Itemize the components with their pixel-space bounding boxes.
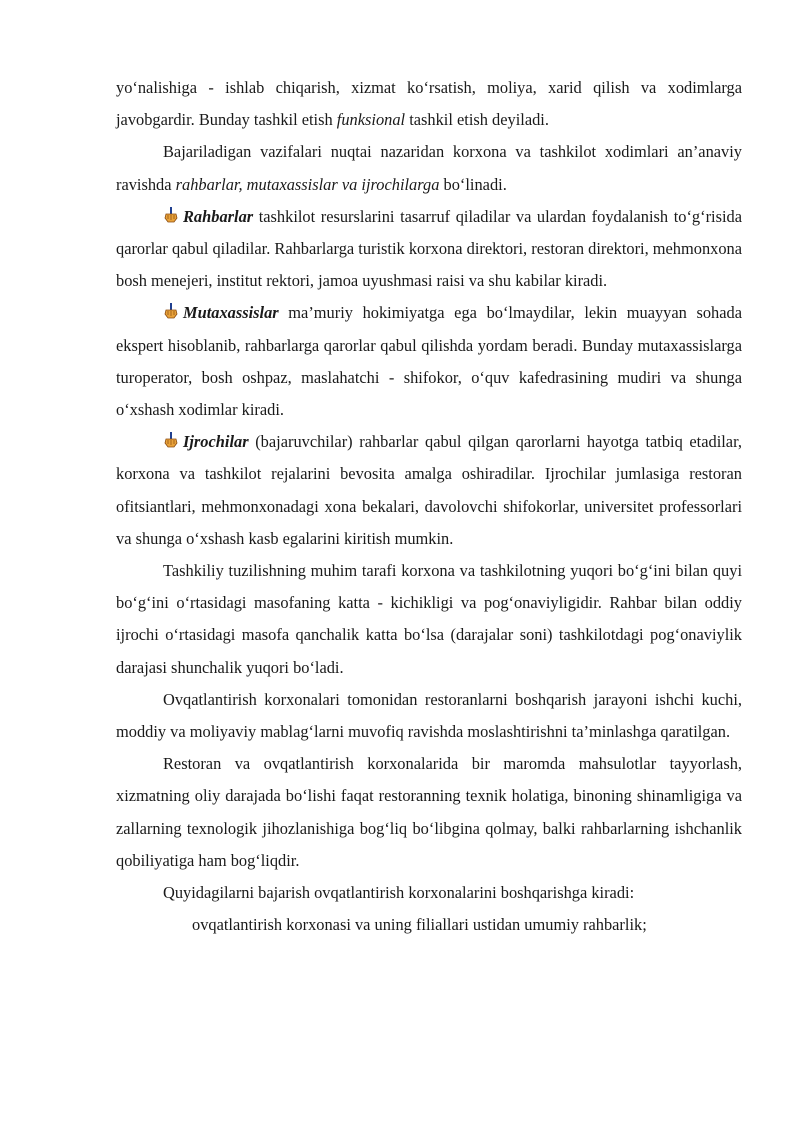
paragraph-division xyxy=(116,136,742,200)
paragraph-structure: Tashkiliy tuzilishning muhim tarafi korxona va tashkilotning yuqori bo‘g‘ini bilan quyi bo‘g‘ini o‘rtasidagi masofaning katta - kichikligi va pog‘onaviyligidir. Rahbar bilan oddiy ijrochi o‘rtasidagi masofa qanchalik katta bo‘lsa (darajalar soni) tashkilotdagi pog‘onaviylik darajasi shunchalik yuqori bo‘ladi. xyxy=(116,561,742,677)
bullet-ijrochilar xyxy=(116,426,742,555)
paragraph-text: bo‘linadi. xyxy=(439,174,507,194)
italic-term: funksional xyxy=(336,110,406,130)
bullet-term: Ijrochilar xyxy=(183,432,249,452)
list-item: ovqatlantirish korxonasi va uning filiallari ustidan umumiy rahbarlik; xyxy=(192,915,647,935)
bullet-term: Rahbarlar xyxy=(183,206,254,226)
pointer-hand-icon xyxy=(163,302,179,320)
paragraph-functional xyxy=(116,72,742,136)
paragraph-text: tashkil etish deyiladi. xyxy=(405,110,549,130)
paragraph-text: Bajariladigan vazifalari nuqtai nazaridan korxona va tashkilot xodimlari an’anaviy ravishda xyxy=(116,142,742,194)
paragraph-management-process: Ovqatlantirish korxonalari tomonidan restoranlarni boshqarish jarayoni ishchi kuchi, moddiy va moliyaviy mablag‘larni muvofiq ravishda moslashtirishni ta’minlashga qaratilgan. xyxy=(116,689,742,742)
bullet-text: ma’muriy hokimiyatga ega bo‘lmaydilar, lekin muayyan sohada ekspert hisoblanib, rahbarlarga qarorlar qabul qilishda yordam beradi. Bunday mutaxassislarga turoperator, bosh oshpaz, maslahatchi - shifokor, o‘quv kafedrasining mudiri va shunga o‘xshash xodimlar kiradi. xyxy=(116,303,742,420)
bullet-term: Mutaxassislar xyxy=(183,303,279,323)
bullet-rahbarlar xyxy=(116,201,742,298)
bullet-text: (bajaruvchilar) rahbarlar qabul qilgan qarorlarni hayotga tatbiq etadilar, korxona va tashkilot rejalarini bevosita amalga oshiradilar. Ijrochilar jumlasiga restoran ofitsiantlari, mehmonxonadagi xona bekalari, davolovchi shifokorlar, universitet professorlari va shunga o‘xshash kasb egalarini kiritish mumkin. xyxy=(116,432,742,548)
pointer-hand-icon xyxy=(163,431,179,449)
paragraph-list-intro: Quyidagilarni bajarish ovqatlantirish korxonalarini boshqarishga kiradi: xyxy=(163,883,635,903)
bullet-text: tashkilot resurslarini tasarruf qiladilar va ulardan foydalanish to‘g‘risida qarorlar qabul qiladilar. Rahbarlarga turistik korxona direktori, restoran direktori, mehmonxona bosh menejeri, institut rektori, jamoa uyushmasi raisi va shu kabilar kiradi. xyxy=(116,206,742,291)
bullet-mutaxassislar xyxy=(116,297,742,426)
paragraph-restaurant-quality: Restoran va ovqatlantirish korxonalarida bir maromda mahsulotlar tayyorlash, xizmatning oliy darajada bo‘lishi faqat restoranning texnik holatiga, binoning shinamligiga va zallarning texnologik jihozlanishiga bog‘liq bo‘libgina qolmay, balki rahbarlarning ishchanlik qobiliyatiga ham bog‘liqdir. xyxy=(116,754,742,870)
pointer-hand-icon xyxy=(163,206,179,224)
italic-term: rahbarlar, mutaxassislar va ijrochilarga xyxy=(175,174,440,194)
paragraph-text: yo‘nalishiga - ishlab chiqarish, xizmat ko‘rsatish, moliya, xarid qilish va xodimlarga javobgardir. Bunday tashkil etish xyxy=(116,78,742,130)
